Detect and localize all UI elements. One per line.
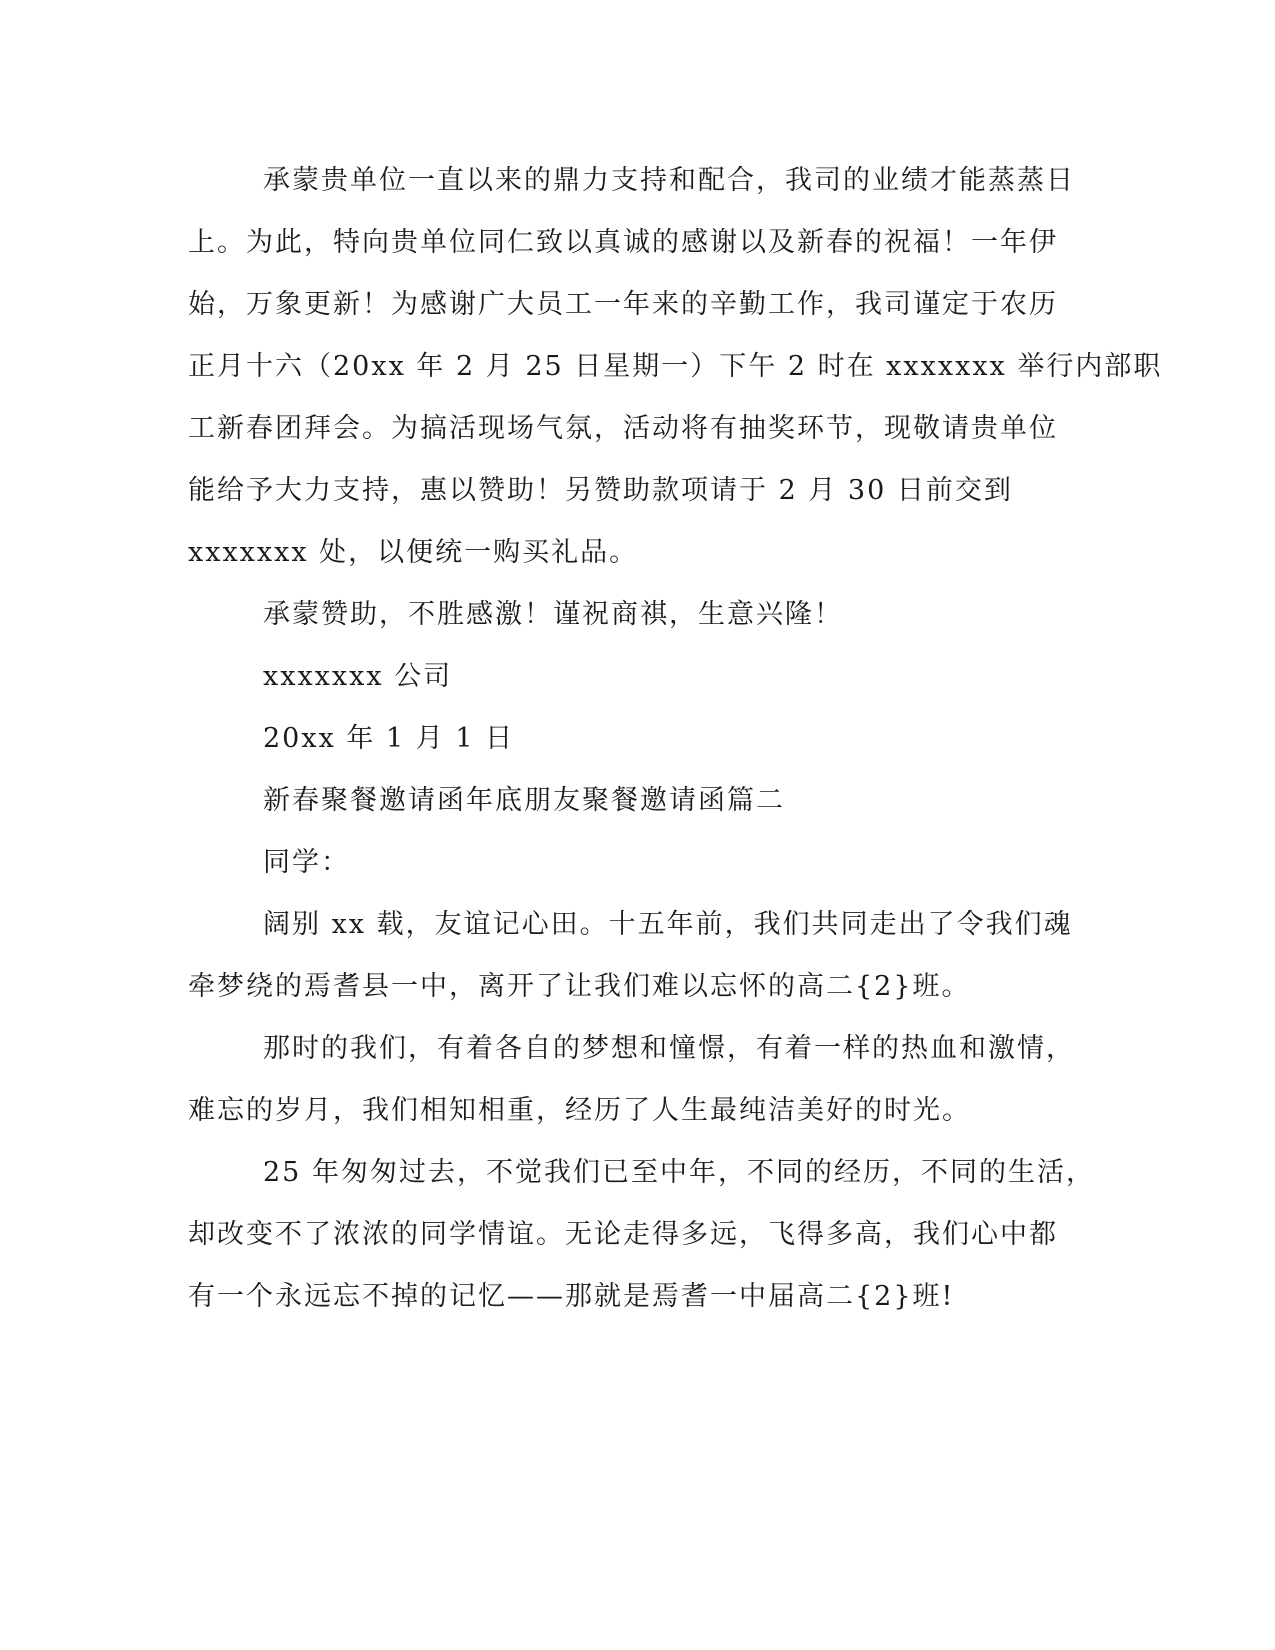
text-line: 却改变不了浓浓的同学情谊。无论走得多远，飞得多高，我们心中都 (188, 1219, 1058, 1250)
text-line: 能给予大力支持，惠以赞助！另赞助款项请于 2 月 30 日前交到 (188, 475, 1013, 506)
salutation: 同学： (263, 847, 350, 878)
text-line: 始，万象更新！为感谢广大员工一年来的辛勤工作，我司谨定于农历 (188, 289, 1058, 320)
text-line: 那时的我们，有着各自的梦想和憧憬，有着一样的热血和激情， (263, 1033, 1075, 1064)
text-line: 有一个永远忘不掉的记忆——那就是焉耆一中届高二{2}班! (188, 1281, 955, 1312)
signature-date: 20xx 年 1 月 1 日 (263, 723, 515, 754)
document-body (188, 150, 1163, 1328)
text-line: 25 年匆匆过去，不觉我们已至中年，不同的经历，不同的生活， (263, 1157, 1095, 1188)
text-line: 阔别 xx 载，友谊记心田。十五年前，我们共同走出了令我们魂 (263, 909, 1073, 940)
section-title: 新春聚餐邀请函年底朋友聚餐邀请函篇二 (263, 785, 785, 816)
text-line: 承蒙贵单位一直以来的鼎力支持和配合，我司的业绩才能蒸蒸日 (263, 165, 1075, 196)
text-line: 正月十六（20xx 年 2 月 25 日星期一）下午 2 时在 xxxxxxx 举行内部职 (188, 351, 1163, 382)
text-line: 牵梦绕的焉耆县一中，离开了让我们难以忘怀的高二{2}班。 (188, 971, 971, 1002)
text-line: 上。为此，特向贵单位同仁致以真诚的感谢以及新春的祝福！一年伊 (188, 227, 1058, 258)
closing-line: 承蒙赞助，不胜感激！谨祝商祺，生意兴隆！ (263, 599, 843, 630)
company-signature: xxxxxxx 公司 (263, 661, 453, 692)
text-line: 工新春团拜会。为搞活现场气氛，活动将有抽奖环节，现敬请贵单位 (188, 413, 1058, 444)
text-line: 难忘的岁月，我们相知相重，经历了人生最纯洁美好的时光。 (188, 1095, 971, 1126)
text-line: xxxxxxx 处，以便统一购买礼品。 (188, 537, 639, 568)
